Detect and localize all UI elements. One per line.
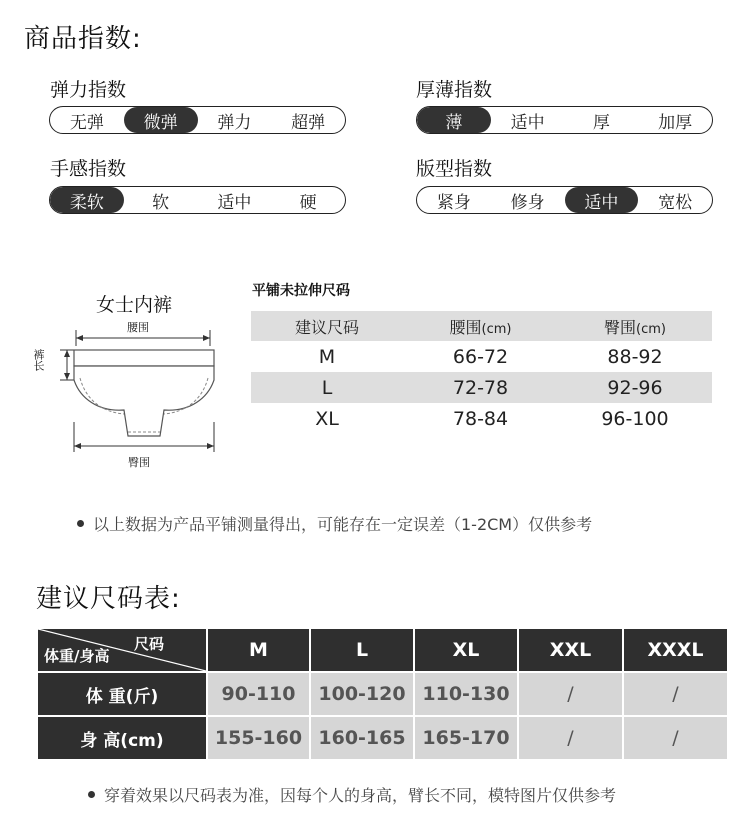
height-cell: / <box>623 716 728 760</box>
weight-cell: 100-120 <box>310 672 414 716</box>
index-label-hand-feel: 手感指数 <box>50 158 127 180</box>
figure-title: 女士内裤 <box>96 294 173 316</box>
waistband-shape <box>74 350 214 366</box>
size-chart-corner-cell <box>37 628 207 672</box>
measurement-note-text: 以上数据为产品平铺测量得出，可能存在一定误差（1-2CM）仅供参考 <box>93 515 593 534</box>
corner-weight-height-label: 体重/身高 <box>44 647 110 665</box>
size-header-xl: XL <box>414 628 518 672</box>
table-row <box>251 403 712 434</box>
height-cell: 165-170 <box>414 716 518 760</box>
weight-cell: 110-130 <box>414 672 518 716</box>
table-row <box>251 341 712 372</box>
size-chart-title: 建议尺码表: <box>36 584 181 614</box>
table-row <box>37 716 728 760</box>
size-header-xxl: XXL <box>518 628 623 672</box>
height-cell: / <box>518 716 623 760</box>
table-row <box>251 372 712 403</box>
flat-header-size: 建议尺码 <box>251 311 403 341</box>
flat-cell-size: L <box>251 372 403 403</box>
measurement-note <box>77 512 592 535</box>
scale-option: 弹力 <box>217 112 252 133</box>
flat-cell-hip: 88-92 <box>607 345 663 368</box>
scale-option: 微弹 <box>124 107 198 133</box>
index-label-elasticity: 弹力指数 <box>50 79 127 101</box>
flat-cell-waist: 72-78 <box>403 372 558 403</box>
elasticity-scale <box>49 106 346 134</box>
scale-option: 修身 <box>510 192 545 213</box>
weight-cell: / <box>518 672 623 716</box>
flat-size-title: 平铺未拉伸尺码 <box>252 283 350 299</box>
scale-option: 超弹 <box>291 112 326 133</box>
flat-cell-waist: 78-84 <box>452 407 509 430</box>
weight-cell: 90-110 <box>207 672 310 716</box>
scale-option: 加厚 <box>658 112 693 133</box>
hip-label: 臀围 <box>128 456 150 469</box>
flat-cell-size: XL <box>315 407 339 430</box>
fit-note-text: 穿着效果以尺码表为准，因每个人的身高，臂长不同，模特图片仅供参考 <box>104 786 617 805</box>
size-chart-header-row <box>37 628 728 672</box>
bullet-icon <box>88 791 95 798</box>
bullet-icon <box>77 520 84 527</box>
index-label-thickness: 厚薄指数 <box>416 79 493 101</box>
flat-size-header-row <box>251 311 712 341</box>
flat-cell-size: M <box>318 345 336 368</box>
corner-size-label: 尺码 <box>133 635 164 653</box>
size-header-l: L <box>310 628 414 672</box>
height-cell: 160-165 <box>310 716 414 760</box>
scale-option: 适中 <box>510 112 545 133</box>
length-label: 裤长 <box>32 349 45 371</box>
scale-option: 宽松 <box>658 192 693 213</box>
flat-header-hip: 臀围(cm) <box>558 311 712 341</box>
flat-cell-hip: 92-96 <box>558 372 712 403</box>
flat-cell-hip: 96-100 <box>601 407 669 430</box>
scale-option: 适中 <box>217 192 252 213</box>
scale-option: 无弹 <box>69 112 104 133</box>
weight-row-label: 体 重(斤) <box>37 672 207 716</box>
scale-option: 适中 <box>565 187 639 213</box>
waist-label: 腰围 <box>127 321 149 334</box>
product-index-title: 商品指数: <box>24 24 142 54</box>
table-row <box>37 672 728 716</box>
fit-scale <box>416 186 713 214</box>
scale-option: 薄 <box>417 107 491 133</box>
height-row-label: 身 高(cm) <box>37 716 207 760</box>
scale-option: 紧身 <box>436 192 471 213</box>
thickness-scale <box>416 106 713 134</box>
hand-feel-scale <box>49 186 346 214</box>
flat-cell-waist: 66-72 <box>452 345 509 368</box>
size-chart-table <box>36 627 729 761</box>
index-label-fit: 版型指数 <box>416 158 493 180</box>
height-cell: 155-160 <box>207 716 310 760</box>
scale-option: 软 <box>152 192 170 213</box>
flat-header-waist: 腰围(cm) <box>403 311 558 341</box>
scale-option: 厚 <box>592 112 610 133</box>
scale-option: 柔软 <box>50 187 124 213</box>
flat-size-table <box>251 311 712 434</box>
fit-note <box>88 783 616 806</box>
weight-cell: / <box>623 672 728 716</box>
underwear-diagram <box>40 320 240 460</box>
size-header-m: M <box>207 628 310 672</box>
brief-body-shape <box>74 366 214 436</box>
scale-option: 硬 <box>299 192 317 213</box>
size-header-xxxl: XXXL <box>623 628 728 672</box>
